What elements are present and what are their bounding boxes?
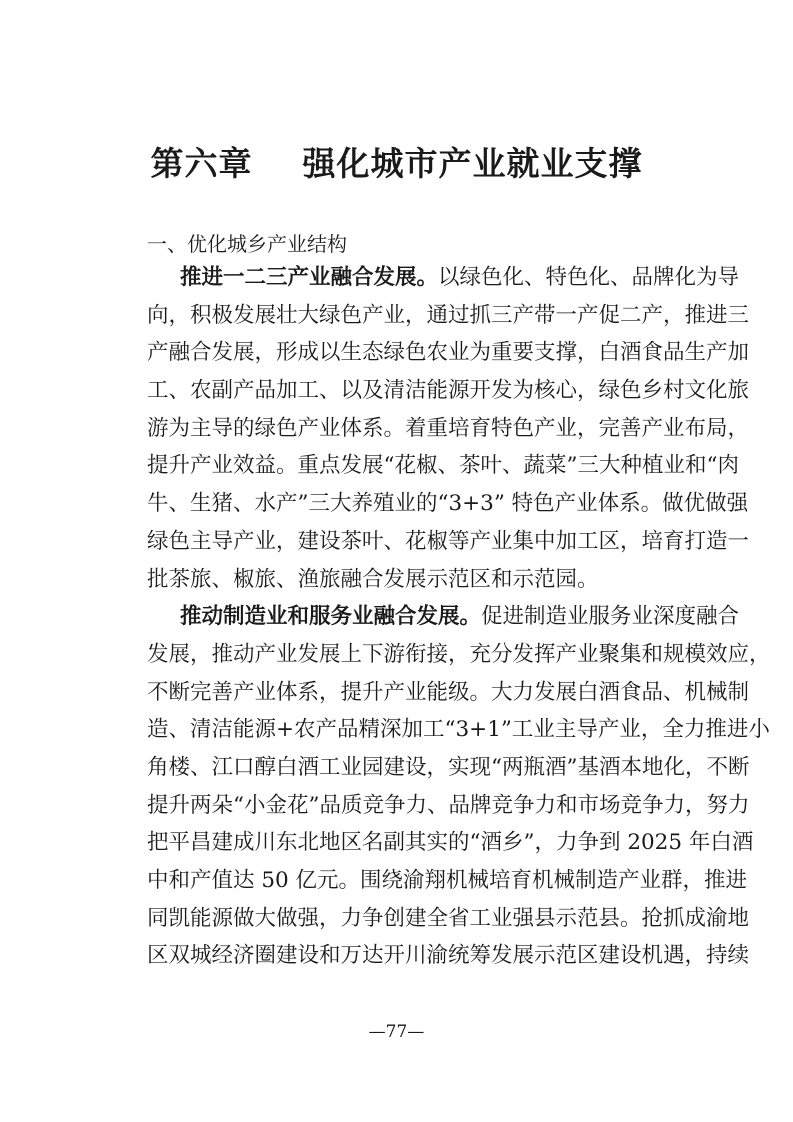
paragraph-line: 向，积极发展壮大绿色产业，通过抓三产带一产促二产，推进三 (147, 302, 750, 328)
paragraph-lead: 推进一二三产业融合发展。 (180, 265, 439, 290)
paragraph-line: 游为主导的绿色产业体系。着重培育特色产业，完善产业布局， (147, 415, 750, 441)
paragraph-line: 中和产值达 50 亿元。围绕渝翔机械培育机械制造产业群，推进 (147, 868, 748, 893)
document-body (147, 259, 771, 975)
paragraph-line: 造、清洁能源+农产品精深加工“3+1”工业主导产业，全力推进小 (147, 717, 770, 743)
paragraph-line: 同凯能源做大做强，力争创建全省工业强县示范县。抢抓成渝地 (147, 905, 750, 931)
paragraph-line: 区双城经济圈建设和万达开川渝统筹发展示范区建设机遇，持续 (147, 943, 750, 969)
line-text: 促进制造业服务业深度融合 (481, 604, 740, 630)
paragraph-line: 牛、生猪、水产”三大养殖业的“3+3” 特色产业体系。做优做强 (147, 491, 749, 517)
paragraph-line: 批茶旅、椒旅、渔旅融合发展示范区和示范园。 (147, 566, 599, 592)
paragraph-line: 工、农副产品加工、以及清洁能源开发为核心，绿色乡村文化旅 (147, 378, 750, 404)
paragraph-line (147, 598, 740, 636)
paragraph-line: 角楼、江口醇白酒工业园建设，实现“两瓶酒”基酒本地化，不断 (147, 754, 750, 780)
paragraph-line: 把平昌建成川东北地区名副其实的“酒乡”，力争到 2025 年白酒 (147, 830, 754, 856)
paragraph-line: 提升产业效益。重点发展“花椒、茶叶、蔬菜”三大种植业和“肉 (147, 453, 739, 479)
paragraph-line: 产融合发展，形成以生态绿色农业为重要支撑，白酒食品生产加 (147, 340, 750, 366)
paragraph-line: 不断完善产业体系，提升产业能级。大力发展白酒食品、机械制 (147, 679, 750, 705)
paragraph-line: 绿色主导产业，建设茶叶、花椒等产业集中加工区，培育打造一 (147, 528, 750, 554)
paragraph-line: 提升两朵“小金花”品质竞争力、品牌竞争力和市场竞争力，努力 (147, 792, 750, 818)
paragraph-lead: 推动制造业和服务业融合发展。 (180, 604, 482, 630)
section-heading: 一、优化城乡产业结构 (147, 232, 347, 256)
paragraph-line (147, 259, 740, 297)
paragraph-line: 发展，推动产业发展上下游衔接，充分发挥产业聚集和规模效应， (147, 641, 771, 667)
line-text: 以绿色化、特色化、品牌化为导 (438, 265, 740, 290)
page-number: —77— (368, 1022, 425, 1042)
chapter-title: 第六章 强化城市产业就业支撑 (150, 144, 643, 183)
